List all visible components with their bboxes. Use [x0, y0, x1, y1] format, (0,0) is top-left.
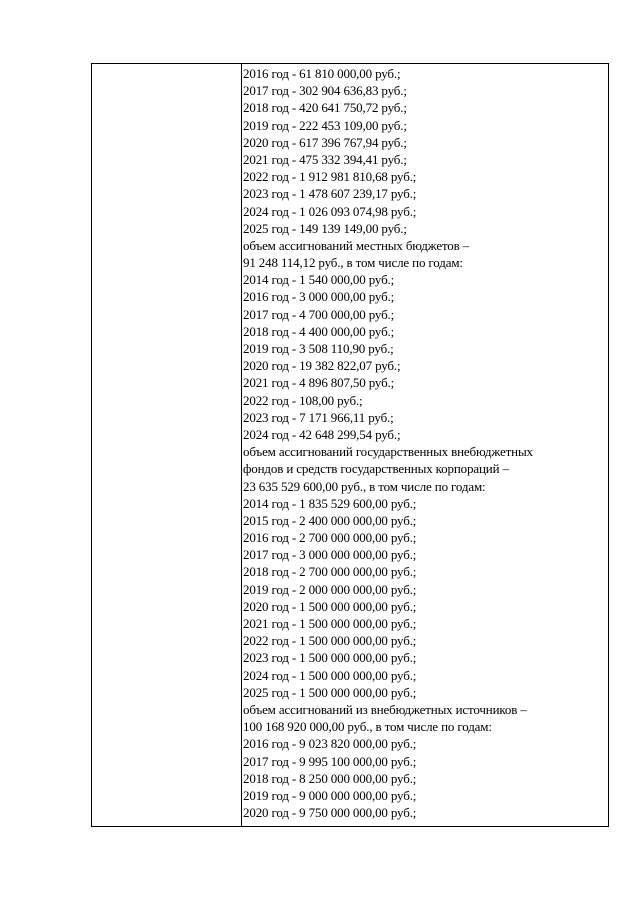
- funding-line: фондов и средств государственных корпораций –: [243, 461, 509, 477]
- funding-line: 2017 год - 9 995 100 000,00 руб.;: [243, 753, 417, 769]
- funding-line: 2018 год - 8 250 000 000,00 руб.;: [243, 770, 417, 786]
- funding-line: 2016 год - 61 810 000,00 руб.;: [243, 66, 401, 81]
- funding-line: объем ассигнований из внебюджетных источников –: [243, 701, 527, 717]
- funding-line: 2024 год - 42 648 299,54 руб.;: [243, 426, 401, 442]
- funding-line: 2019 год - 2 000 000 000,00 руб.;: [243, 581, 417, 597]
- funding-line: 2020 год - 1 500 000 000,00 руб.;: [243, 598, 417, 614]
- funding-line: 2020 год - 19 382 822,07 руб.;: [243, 358, 401, 374]
- funding-table: [91, 63, 609, 827]
- funding-line: 2025 год - 149 139 149,00 руб.;: [243, 220, 407, 236]
- funding-line: 2023 год - 7 171 966,11 руб.;: [243, 409, 394, 425]
- funding-line: 2016 год - 2 700 000 000,00 руб.;: [243, 530, 417, 546]
- funding-line: 2022 год - 108,00 руб.;: [243, 392, 363, 408]
- funding-line: 2021 год - 475 332 394,41 руб.;: [243, 151, 407, 167]
- funding-line: объем ассигнований государственных внебюджетных: [243, 444, 533, 460]
- funding-line: 2019 год - 3 508 110,90 руб.;: [243, 341, 394, 356]
- funding-line: 2019 год - 9 000 000 000,00 руб.;: [243, 787, 417, 803]
- table-content-cell: [242, 64, 608, 826]
- funding-line: 23 635 529 600,00 руб., в том числе по годам:: [243, 478, 486, 494]
- funding-line: 100 168 920 000,00 руб., в том числе по годам:: [243, 719, 492, 735]
- funding-line: 2022 год - 1 912 981 810,68 руб.;: [243, 169, 417, 185]
- funding-line: 2021 год - 4 896 807,50 руб.;: [243, 375, 395, 391]
- funding-line: 2018 год - 2 700 000 000,00 руб.;: [243, 564, 417, 580]
- funding-line: 2019 год - 222 453 109,00 руб.;: [243, 117, 407, 133]
- funding-line: 91 248 114,12 руб., в том числе по годам:: [243, 255, 463, 271]
- funding-line: 2014 год - 1 835 529 600,00 руб.;: [243, 495, 417, 511]
- funding-line: 2015 год - 2 400 000 000,00 руб.;: [243, 512, 417, 528]
- funding-line: 2016 год - 9 023 820 000,00 руб.;: [243, 736, 417, 752]
- funding-line: 2017 год - 4 700 000,00 руб.;: [243, 306, 395, 322]
- funding-line: 2020 год - 617 396 767,94 руб.;: [243, 134, 407, 150]
- funding-line: 2021 год - 1 500 000 000,00 руб.;: [243, 616, 417, 631]
- funding-line: 2025 год - 1 500 000 000,00 руб.;: [243, 684, 417, 700]
- funding-line: 2023 год - 1 478 607 239,17 руб.;: [243, 186, 417, 202]
- funding-line: 2020 год - 9 750 000 000,00 руб.;: [243, 805, 417, 821]
- funding-line: 2023 год - 1 500 000 000,00 руб.;: [243, 650, 417, 666]
- funding-line: 2017 год - 302 904 636,83 руб.;: [243, 83, 407, 99]
- funding-line: 2016 год - 3 000 000,00 руб.;: [243, 289, 395, 305]
- funding-line: 2014 год - 1 540 000,00 руб.;: [243, 272, 395, 288]
- table-label-cell: [92, 64, 242, 826]
- funding-line: 2017 год - 3 000 000 000,00 руб.;: [243, 547, 417, 563]
- funding-line: объем ассигнований местных бюджетов –: [243, 237, 470, 253]
- funding-line: 2022 год - 1 500 000 000,00 руб.;: [243, 633, 417, 649]
- funding-line: 2018 год - 4 400 000,00 руб.;: [243, 323, 395, 339]
- funding-line: 2018 год - 420 641 750,72 руб.;: [243, 100, 407, 116]
- funding-line: 2024 год - 1 500 000 000,00 руб.;: [243, 667, 417, 683]
- funding-line: 2024 год - 1 026 093 074,98 руб.;: [243, 203, 417, 219]
